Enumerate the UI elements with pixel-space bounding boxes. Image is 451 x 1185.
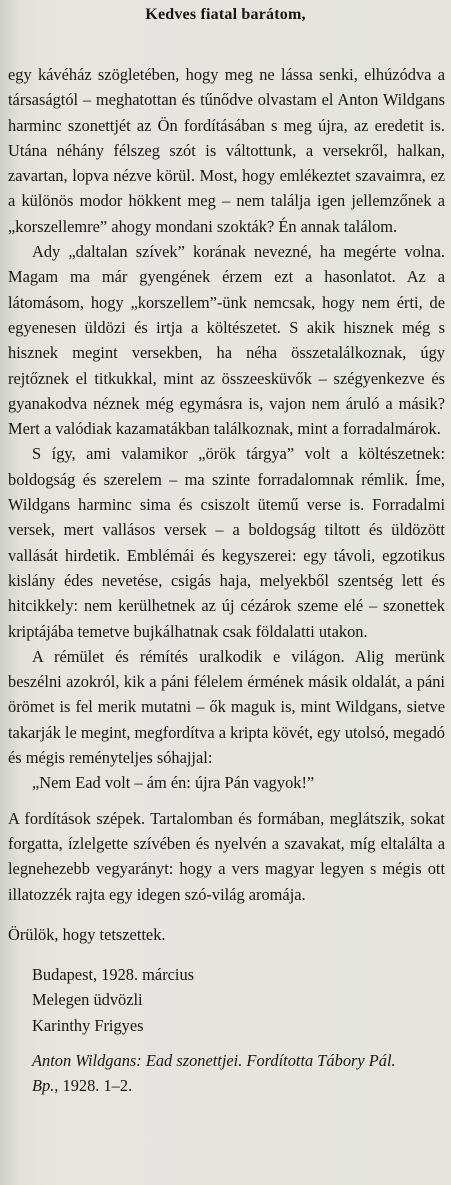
paragraph-1: egy kávéház szögletében, hogy meg ne lássa senki, elhúzódva a társaságtól – meghatottan és tűnődve olvastam el Anton Wildgans harminc szonettjét az Ön fordításában s meg újra, az eredetit is. Utána néhány félszeg szót is váltottunk, a versekről, halkan, zavartan, lopva nézve körül. Most, hogy emlékeztet szavaimra, ez a különös modor hökkent meg – nem találja igen jellemzőnek a „korszellemre” ahogy mondani szokták? Én annak találom. [8, 65, 445, 236]
paragraph-4: A rémület és rémítés uralkodik e világon. Alig merünk beszélni azokról, kik a páni félelem érmének másik oldalát, a páni örömet is fel merik mutatni – ők maguk is, mint Wildgans, sietve takarják le megint, megfordítva a kripta kövét, egy utolsó, megadó és mégis reményteljes sóhajjal: [8, 646, 445, 768]
salutation: Kedves fiatal barátom, [145, 6, 306, 23]
quote-line: „Nem Ead volt – ám én: újra Pán vagyok!” [32, 773, 315, 793]
place-date: Budapest, 1928. március [32, 965, 195, 985]
paragraph-3: S így, ami valamikor „örök tárgya” volt a költészetnek: boldogság és szerelem – ma szinte forradalomnak rémlik. Íme, Wildgans harminc sima és csiszolt ütemű verse is. Forradalmi versek, mert vallásos versek – a boldogság tiltott és üldözött vallását hirdetik. Emblémái és kegyszerei: egy távoli, egzotikus kislány édes nevetése, csigás haja, melyekből szentség lett és hitcikkely: nem kerülhetnek az új cézárok szeme elé – szonettek kriptájába temetve bujkálhatnak csak földalatti utakon. [8, 444, 445, 641]
paragraph-5: A fordítások szépek. Tartalomban és formában, meglátszik, sokat forgatta, ízlelgette szívében és nyelvén a szavakat, míg eltalálta a legnehezebb vegyarányt: hogy a vers magyar legyen s mégis ott illatozzék rajta egy idegen szó-világ aromája. [8, 808, 445, 904]
source-place: Bp., [32, 1076, 59, 1096]
source-year-pages: 1928. 1–2. [58, 1076, 133, 1096]
paragraph-6: Örülök, hogy tetszettek. [8, 924, 166, 944]
letter-body [8, 62, 445, 1099]
closing: Melegen üdvözli [32, 990, 143, 1010]
source-note-line-1: Anton Wildgans: Ead szonettjei. Fordította Tábory Pál. [32, 1050, 396, 1070]
paragraph-2: Ady „daltalan szívek” korának nevezné, ha megérte volna. Magam ma már gyengének érzem ezt a hasonlatot. Az a látomásom, hogy „korszellem”-ünk nemcsak, hogy nem érti, de egyenesen üldözi és irtja a költészetet. S akik hisznek még s hisznek megint versekben, ha néha összetalálkoznak, úgy rejtőznek el titkukkal, mint az összeesküvők – szégyenkezve és gyanakodva néznek még egymásra is, vajon nem áruló a másik? Mert a valódiak kazamatákban találkoznak, mint a forradalmárok. [8, 242, 445, 439]
signature: Karinthy Frigyes [32, 1015, 144, 1035]
source-note-line-2 [8, 1073, 445, 1098]
